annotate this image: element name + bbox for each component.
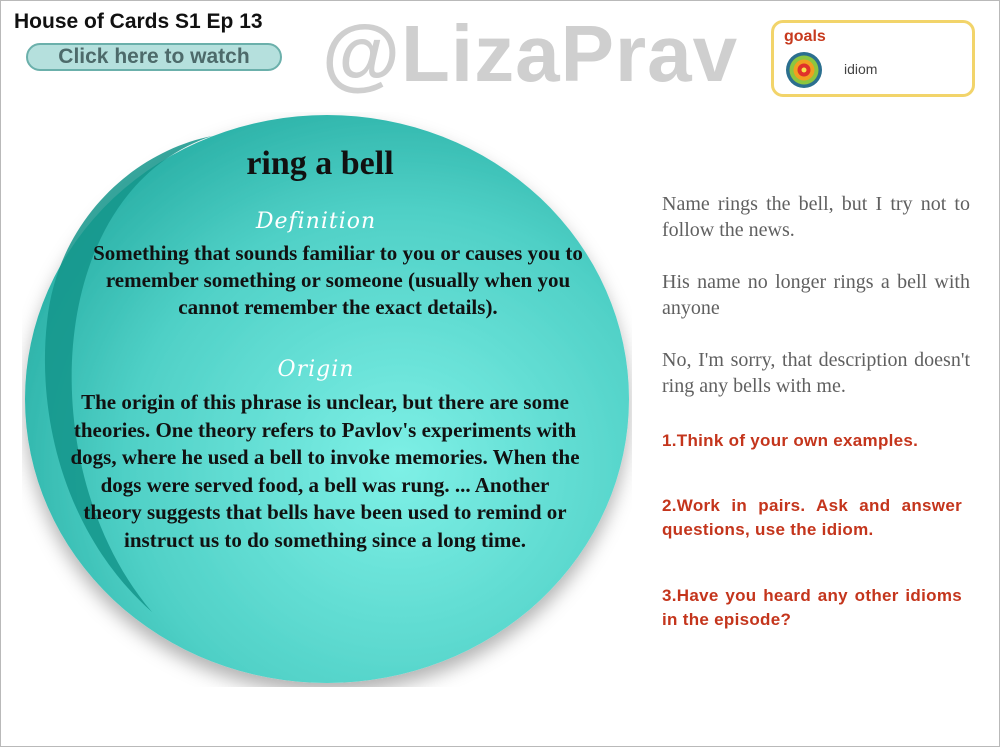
goals-item: idiom xyxy=(844,61,878,77)
task-item: 1.Think of your own examples. xyxy=(662,431,919,450)
idiom-phrase: ring a bell xyxy=(246,145,394,182)
watch-button[interactable]: Click here to watch xyxy=(26,43,282,71)
definition-label: Definition xyxy=(255,209,377,234)
origin-label: Origin xyxy=(277,357,355,382)
target-icon xyxy=(785,51,823,89)
example-sentence: Name rings the bell, but I try not to follow the news. xyxy=(662,193,970,241)
origin-text: The origin of this phrase is unclear, but there are some theories. One theory refers to Pavlov's experiments with dogs, where he used a bell to invoke memories. When the dogs were served food, a bell was rung. ... Another theory suggests that bells have been used to remind or instruct us to do something since a long time. xyxy=(70,390,580,552)
watermark: @LizaPrav xyxy=(322,9,739,98)
example-sentence: His name no longer rings a bell with anyone xyxy=(662,271,970,319)
task-item: 2.Work in pairs. Ask and answer questions, use the idiom. xyxy=(662,496,962,539)
goals-label: goals xyxy=(784,28,826,45)
definition-text: Something that sounds familiar to you or causes you to remember something or someone (usually when you cannot remember the exact details). xyxy=(93,241,583,319)
show-title: House of Cards S1 Ep 13 xyxy=(14,10,263,33)
example-sentence: No, I'm sorry, that description doesn't ring any bells with me. xyxy=(662,349,970,397)
goals-panel xyxy=(771,20,975,97)
task-item: 3.Have you heard any other idioms in the episode? xyxy=(662,586,962,629)
